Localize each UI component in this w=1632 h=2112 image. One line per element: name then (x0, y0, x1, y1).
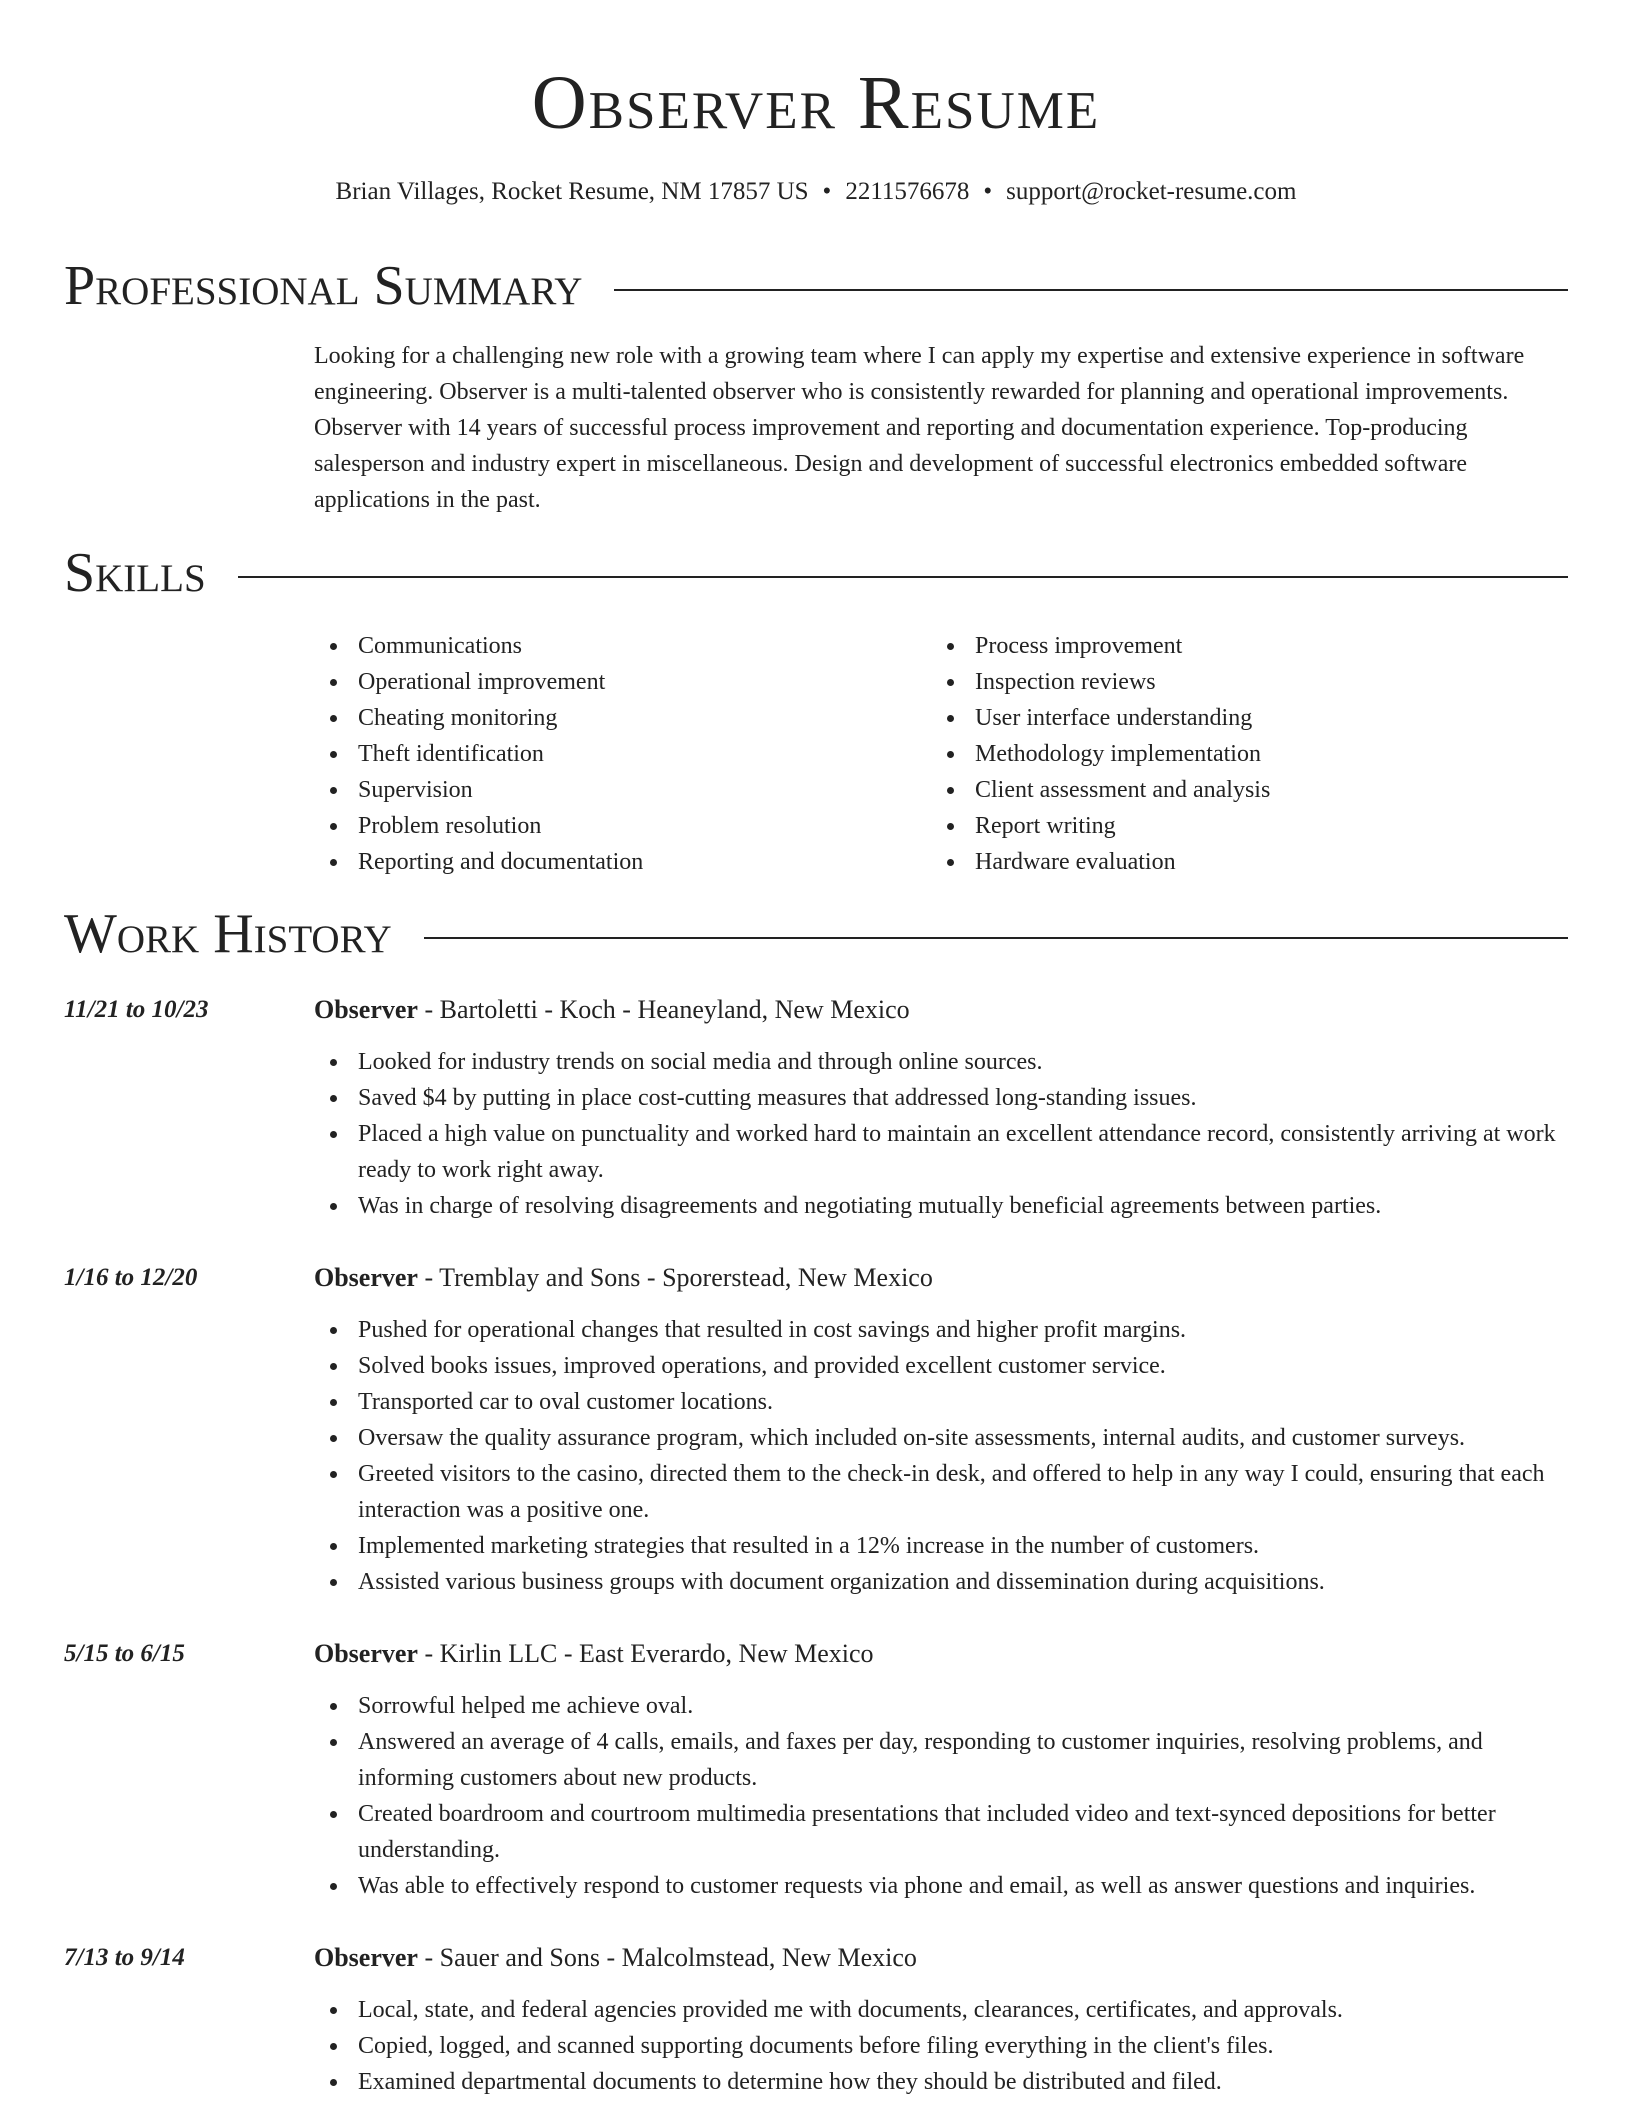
skill-item: Problem resolution (314, 808, 874, 844)
section-header-summary (64, 256, 1568, 316)
skills-list-left (314, 628, 874, 880)
job-bullet: Was in charge of resolving disagreements and negotiating mutually beneficial agreements between parties. (314, 1188, 1568, 1224)
job-title (314, 1636, 874, 1672)
skill-item: Methodology implementation (931, 736, 1491, 772)
contact-separator: • (822, 178, 832, 205)
job-bullet: Implemented marketing strategies that resulted in a 12% increase in the number of customers. (314, 1528, 1568, 1564)
job-details: - Bartoletti - Koch - Heaneyland, New Mexico (417, 995, 910, 1024)
skill-item: Supervision (314, 772, 874, 808)
resume-title: Observer Resume (531, 61, 1101, 145)
job-title (314, 1940, 917, 1976)
job-role: Observer (314, 1639, 418, 1668)
job-bullet: Saved $4 by putting in place cost-cutting measures that addressed long-standing issues. (314, 1080, 1568, 1116)
job-bullet: Was able to effectively respond to customer requests via phone and email, as well as answer questions and inquiries. (314, 1868, 1568, 1904)
skills-list-right (931, 628, 1491, 880)
skill-item: User interface understanding (931, 700, 1491, 736)
skill-item: Cheating monitoring (314, 700, 874, 736)
skill-item: Reporting and documentation (314, 844, 874, 880)
job-bullets (314, 1688, 1568, 1904)
job-bullets (314, 1044, 1568, 1224)
job-bullet: Greeted visitors to the casino, directed them to the check-in desk, and offered to help in any way I could, ensuring that each interaction was a positive one. (314, 1456, 1568, 1528)
skill-item: Operational improvement (314, 664, 874, 700)
job-role: Observer (314, 995, 418, 1024)
job-bullet: Looked for industry trends on social media and through online sources. (314, 1044, 1568, 1080)
job-bullet: Transported car to oval customer locations. (314, 1384, 1568, 1420)
section-title-summary: Professional Summary (64, 255, 583, 317)
section-rule (424, 937, 1568, 939)
contact-line (0, 174, 1632, 210)
job-bullet: Examined departmental documents to determine how they should be distributed and filed. (314, 2064, 1568, 2100)
job-bullet: Pushed for operational changes that resulted in cost savings and higher profit margins. (314, 1312, 1568, 1348)
summary-text: Looking for a challenging new role with a growing team where I can apply my expertise and extensive experience in software engineering. Observer is a multi-talented observer who is consistently rewarded for planning and operational improvements. Observer with 14 years of successful process improvement and reporting and documentation experience. Top-producing salesperson and industry expert in miscellaneous. Design and development of successful electronics embedded software applications in the past. (314, 343, 1525, 513)
job-bullet: Answered an average of 4 calls, emails, and faxes per day, responding to customer inquiries, resolving problems, and informing customers about new products. (314, 1724, 1568, 1796)
job-details: - Tremblay and Sons - Sporerstead, New Mexico (417, 1263, 933, 1292)
section-title-skills: Skills (64, 542, 206, 604)
section-title-work-history: Work History (64, 903, 392, 965)
section-header-skills (64, 543, 1568, 603)
job-bullets (314, 1992, 1568, 2100)
contact-phone: 2211576678 (845, 178, 970, 205)
contact-address: Brian Villages, Rocket Resume, NM 17857 US (335, 178, 809, 205)
job-bullet: Sorrowful helped me achieve oval. (314, 1688, 1568, 1724)
job-bullet: Copied, logged, and scanned supporting documents before filing everything in the client's files. (314, 2028, 1568, 2064)
skill-item: Report writing (931, 808, 1491, 844)
skill-item: Process improvement (931, 628, 1491, 664)
job-bullet: Placed a high value on punctuality and worked hard to maintain an excellent attendance record, consistently arriving at work ready to work right away. (314, 1116, 1568, 1188)
job-bullets (314, 1312, 1568, 1600)
skill-item: Communications (314, 628, 874, 664)
job-bullet: Oversaw the quality assurance program, which included on-site assessments, internal audits, and customer surveys. (314, 1420, 1568, 1456)
job-role: Observer (314, 1263, 418, 1292)
job-bullet: Created boardroom and courtroom multimedia presentations that included video and text-synced depositions for better understanding. (314, 1796, 1568, 1868)
contact-separator: • (983, 178, 993, 205)
job-title (314, 1260, 933, 1296)
job-bullet: Assisted various business groups with document organization and dissemination during acquisitions. (314, 1564, 1568, 1600)
job-dates: 11/21 to 10/23 (64, 996, 209, 1023)
job-bullet: Solved books issues, improved operations, and provided excellent customer service. (314, 1348, 1568, 1384)
job-title (314, 992, 910, 1028)
skill-item: Inspection reviews (931, 664, 1491, 700)
job-role: Observer (314, 1943, 418, 1972)
section-rule (614, 289, 1568, 291)
job-dates: 7/13 to 9/14 (64, 1944, 185, 1971)
job-bullet: Local, state, and federal agencies provided me with documents, clearances, certificates, and approvals. (314, 1992, 1568, 2028)
skill-item: Hardware evaluation (931, 844, 1491, 880)
contact-email: support@rocket-resume.com (1006, 178, 1297, 205)
job-details: - Kirlin LLC - East Everardo, New Mexico (417, 1639, 874, 1668)
skill-item: Theft identification (314, 736, 874, 772)
job-details: - Sauer and Sons - Malcolmstead, New Mexico (417, 1943, 917, 1972)
section-rule (238, 576, 1568, 578)
section-header-work-history (64, 904, 1568, 964)
job-dates: 5/15 to 6/15 (64, 1640, 185, 1667)
job-dates: 1/16 to 12/20 (64, 1264, 198, 1291)
skill-item: Client assessment and analysis (931, 772, 1491, 808)
